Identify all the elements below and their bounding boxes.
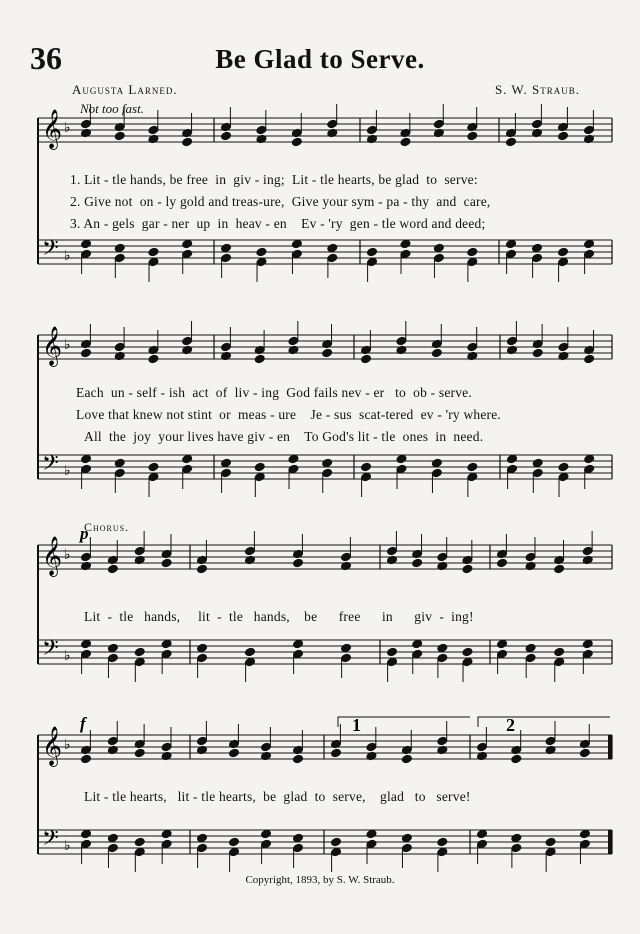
verse-3-line-2: All the joy your lives have giv - en To God's lit - tle ones in need. xyxy=(84,429,484,444)
hymn-author: Augusta Larned. xyxy=(72,82,178,97)
volta-2: 2 xyxy=(506,715,515,735)
dynamic-piano: p xyxy=(80,524,89,543)
hymn-composer: S. W. Straub. xyxy=(494,82,580,97)
bass-clef-icon: 𝄢 xyxy=(42,451,59,481)
chorus-line-2: Lit - tle hearts, lit - tle hearts, be glad to serve, glad to serve! xyxy=(84,789,471,804)
copyright-notice: Copyright, 1893, by S. W. Straub. xyxy=(245,874,395,886)
bass-clef-icon: 𝄢 xyxy=(42,826,59,856)
bass-clef-icon: 𝄢 xyxy=(42,236,59,266)
chorus-line-1: Lit - tle hands, lit - tle hands, be free in giv - ing! xyxy=(84,609,474,624)
verse-2-line-1: 2. Give not on - ly gold and treas-ure, Give your sym - pa - thy and care, xyxy=(70,194,491,209)
treble-clef-icon: 𝄞 xyxy=(42,536,63,576)
verse-1-line-2: Each un - self - ish act of liv - ing God fails nev - er to ob - serve. xyxy=(76,385,472,400)
volta-1: 1 xyxy=(352,715,361,735)
treble-clef-icon: 𝄞 xyxy=(42,726,63,766)
dynamic-forte: f xyxy=(80,714,86,733)
hymn-title: Be Glad to Serve. xyxy=(215,44,425,74)
verse-2-line-2: Love that knew not stint or meas - ure Je - sus scat-tered ev - 'ry where. xyxy=(76,407,502,422)
treble-clef-icon: 𝄞 xyxy=(42,109,63,149)
tempo-marking: Not too fast. xyxy=(80,101,144,116)
flat-key-signature-icon: ♭ xyxy=(64,838,71,854)
flat-key-signature-icon: ♭ xyxy=(64,737,71,753)
chorus-label: Chorus. xyxy=(84,520,130,534)
flat-key-signature-icon: ♭ xyxy=(64,648,71,664)
flat-key-signature-icon: ♭ xyxy=(64,120,71,136)
verse-3-line-1: 3. An - gels gar - ner up in heav - en Ev - 'ry gen - tle word and deed; xyxy=(70,216,486,231)
treble-clef-icon: 𝄞 xyxy=(42,326,63,366)
verse-1-line-1: 1. Lit - tle hands, be free in giv - ing; Lit - tle hearts, be glad to serve: xyxy=(70,172,478,187)
flat-key-signature-icon: ♭ xyxy=(64,463,71,479)
flat-key-signature-icon: ♭ xyxy=(64,248,71,264)
flat-key-signature-icon: ♭ xyxy=(64,547,71,563)
bass-clef-icon: 𝄢 xyxy=(42,636,59,666)
hymn-number: 36 xyxy=(30,40,62,76)
flat-key-signature-icon: ♭ xyxy=(64,337,71,353)
